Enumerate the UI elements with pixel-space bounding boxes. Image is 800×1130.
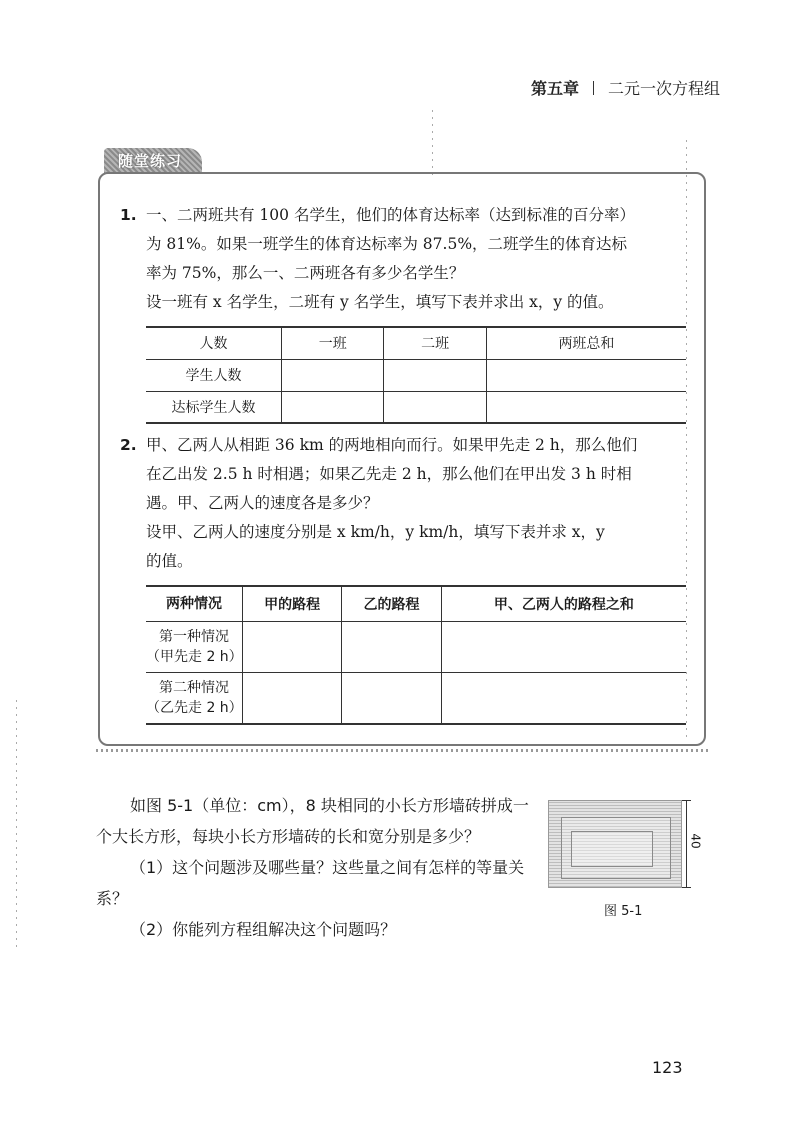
blank-cell[interactable] [486,359,686,391]
row-label-line: （甲先走 2 h） [146,649,243,665]
problem-number: 1. [120,206,137,224]
row-label: 达标学生人数 [146,391,282,423]
blank-cell[interactable] [342,673,441,725]
dimension-label: 40 [688,833,703,849]
row-label-line: （乙先走 2 h） [146,700,243,716]
row-label [146,673,243,725]
table-header: 一班 [282,327,384,359]
table-header: 人数 [146,327,282,359]
class-count-table [146,326,686,424]
problem-number: 2. [120,436,137,454]
tile-outline [571,831,653,867]
paragraph: （2）你能列方程组解决这个问题吗？ [130,920,397,939]
dimension-line [686,800,687,888]
blank-cell[interactable] [441,622,686,673]
paragraph: （1）这个问题涉及哪些量？这些量之间有怎样的等量关系？ [96,858,525,908]
distance-table [146,585,686,725]
chapter-label: 第五章 [530,79,579,98]
problem-line: 遇。甲、乙两人的速度各是多少？ [146,494,379,512]
blank-cell[interactable] [486,391,686,423]
table-header: 二班 [384,327,486,359]
blank-cell[interactable] [441,673,686,725]
scan-artifact [432,110,433,180]
problem-line: 在乙出发 2.5 h 时相遇；如果乙先走 2 h，那么他们在甲出发 3 h 时相 [146,465,632,483]
row-label-line: 第二种情况 [159,680,229,696]
exercise-section-tab: 随堂练习 [104,148,202,174]
problem-line: 的值。 [146,552,193,570]
table-row [146,359,686,391]
problem-line: 为 81%。如果一班学生的体育达标率为 87.5%，二班学生的体育达标 [146,235,628,253]
table-header: 两种情况 [146,586,243,622]
problem-line: 率为 75%，那么一、二两班各有多少名学生？ [146,264,465,282]
blank-cell[interactable] [282,391,384,423]
blank-cell[interactable] [243,622,342,673]
header-divider [593,81,594,95]
scan-artifact [16,700,17,950]
figure-caption: 图 5-1 [604,904,643,919]
chapter-title: 二元一次方程组 [607,79,720,98]
row-label: 学生人数 [146,359,282,391]
table-row [146,391,686,423]
main-problem [96,790,536,945]
blank-cell[interactable] [384,359,486,391]
row-label [146,622,243,673]
problem-line: 设甲、乙两人的速度分别是 x km/h，y km/h，填写下表并求 x，y [146,523,605,541]
paragraph: 如图 5-1（单位：cm），8 块相同的小长方形墙砖拼成一个大长方形，每块小长方形墙砖的长和宽分别是多少？ [96,796,529,846]
figure-5-1 [548,796,703,919]
problem-2 [120,431,700,576]
blank-cell[interactable] [342,622,441,673]
problem-line: 甲、乙两人从相距 36 km 的两地相向而行。如果甲先走 2 h，那么他们 [146,436,638,454]
problem-1 [120,201,700,317]
blank-cell[interactable] [384,391,486,423]
tile-diagram-image [548,800,682,888]
blank-cell[interactable] [282,359,384,391]
blank-cell[interactable] [243,673,342,725]
row-label-line: 第一种情况 [159,629,229,645]
table-header: 乙的路程 [342,586,441,622]
table-row [146,673,686,725]
problem-line: 设一班有 x 名学生，二班有 y 名学生，填写下表并求出 x，y 的值。 [146,293,614,311]
chapter-header [531,76,720,99]
page-number: 123 [652,1058,683,1077]
table-row [146,622,686,673]
problem-line: 一、二两班共有 100 名学生，他们的体育达标率（达到标准的百分率） [146,206,635,224]
table-header: 甲、乙两人的路程之和 [441,586,686,622]
table-header: 甲的路程 [243,586,342,622]
table-header: 两班总和 [486,327,686,359]
